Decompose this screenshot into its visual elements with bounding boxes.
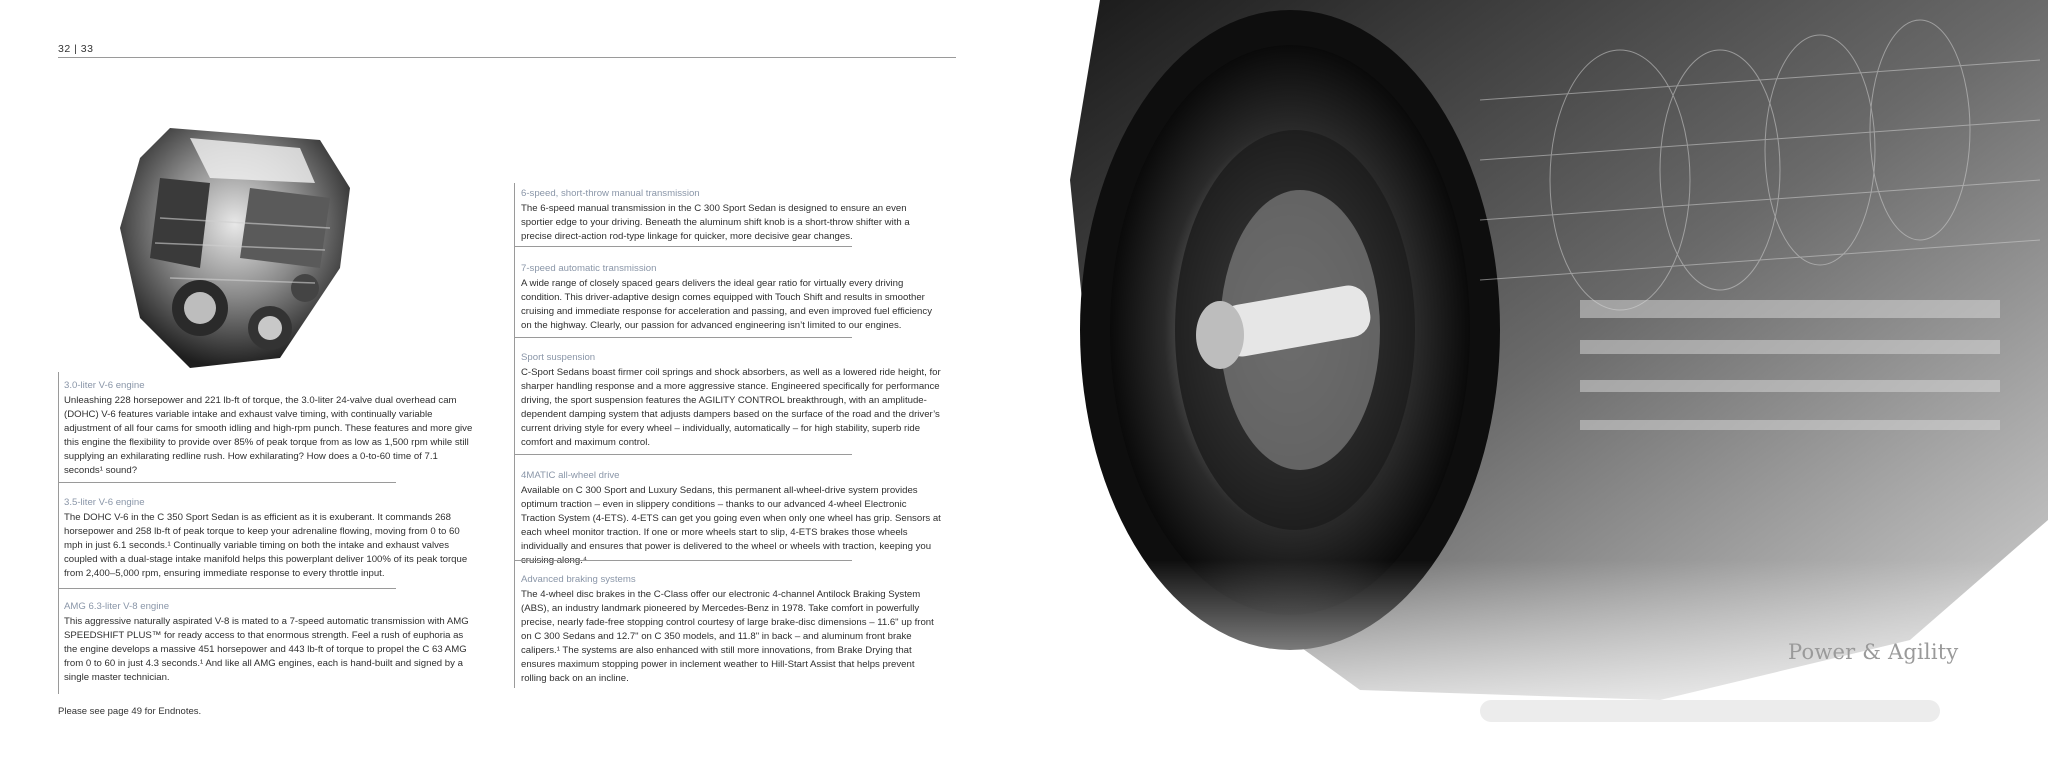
engine-image	[100, 118, 390, 380]
spec-section-4matic	[521, 469, 941, 568]
section-divider	[514, 337, 852, 338]
section-divider	[514, 454, 852, 455]
section-title: 7-speed automatic transmission	[521, 263, 657, 274]
section-title: 6-speed, short-throw manual transmission	[521, 188, 700, 199]
spec-section-automatic-transmission	[521, 262, 941, 333]
section-title: AMG 6.3-liter V-8 engine	[64, 601, 170, 612]
right-column-rule	[514, 183, 515, 688]
section-title: Advanced braking systems	[521, 574, 636, 585]
section-divider	[58, 482, 396, 483]
left-column-rule	[58, 372, 59, 694]
spec-section-braking	[521, 573, 941, 686]
section-title: Sport suspension	[521, 352, 596, 363]
spec-section-manual-transmission	[521, 187, 941, 244]
spec-section-amg-v8	[64, 600, 474, 685]
spec-section-3-5-v6	[64, 496, 474, 581]
header-rule	[58, 57, 956, 58]
section-body: The 4-wheel disc brakes in the C-Class offer our electronic 4-channel Antilock Braking System (ABS), an industry landmark pioneered by Mercedes-Benz in 1978. Take comfort in powerfully precise, nearly fade-free stopping control courtesy of large brake-disc dimensions – 11.6" up front on C 300 Sedans and 12.7" on C 350 models, and 11.8" in back – and aluminum front brake calipers.¹ The systems are also enhanced with still more innovations, from Brake Drying that ensures maximum stopping power in inclement weather to Hill-Start Assist that helps prevent rolling back on an incline.	[521, 589, 934, 684]
spec-section-3-0-v6	[64, 379, 474, 478]
section-divider	[58, 588, 396, 589]
endnote-reference: Please see page 49 for Endnotes.	[58, 706, 202, 717]
hero-headline: Power & Agility	[1788, 640, 1959, 664]
spec-section-sport-suspension	[521, 351, 941, 450]
section-body: Unleashing 228 horsepower and 221 lb-ft of torque, the 3.0-liter 24-valve dual overhead cam (DOHC) V-6 features variable intake and exhaust valve timing, with continually variable adjustment of all four cams for smooth idling and high-rpm punch. These features and more give this engine the flexibility to provide over 85% of peak torque from as low as 1,500 rpm while still supplying an exhilarating redline rush. How exhilarating? How does a 0-to-60 time of 7.1 seconds¹ sound?	[64, 395, 473, 476]
section-body: The 6-speed manual transmission in the C 300 Sport Sedan is designed to ensure an even sportier edge to your driving. Beneath the aluminum shift knob is a short-throw shifter with a precise direct-action rod-type linkage for quicker, more decisive gear changes.	[521, 203, 910, 242]
section-title: 3.5-liter V-6 engine	[64, 497, 145, 508]
section-body: A wide range of closely spaced gears delivers the ideal gear ratio for virtually every driving condition. This driver-adaptive design comes equipped with Touch Shift and results in smoother cruising and immediate response for acceleration and passing, and even improved fuel efficiency on the highway. Clearly, our passion for advanced engineering isn’t limited to our engines.	[521, 278, 932, 331]
section-body: C-Sport Sedans boast firmer coil springs and shock absorbers, as well as a lowered ride height, for sharper handling response and a more aggressive stance. Engineered specifically for performance driving, the sport suspension features the AGILITY CONTROL breakthrough, with an amplitude-dependent damping system that adjusts dampers based on the surface of the road and the driver’s current driving style for every wheel – individually, automatically – for high stability, superb ride comfort and maximum control.	[521, 367, 941, 448]
section-title: 4MATIC all-wheel drive	[521, 470, 620, 481]
section-body: The DOHC V-6 in the C 350 Sport Sedan is as efficient as it is exuberant. It commands 268 horsepower and 258 lb-ft of peak torque to keep your adrenaline flowing, moving from 0 to 60 mph in just 6.1 seconds.¹ Continually variable timing on both the intake and exhaust valves coupled with a dual-stage intake manifold helps this powerplant deliver 100% of its peak torque from 2,400–5,000 rpm, ensuring immediate response to every throttle input.	[64, 512, 468, 579]
section-body: Available on C 300 Sport and Luxury Sedans, this permanent all-wheel-drive system provides optimum traction – even in slippery conditions – thanks to our advanced 4-wheel Electronic Traction System (4-ETS). 4-ETS can get you going even when only one wheel has grip. Sensors at each wheel monitor traction. If one or more wheels start to slip, 4-ETS brakes those wheels individually and ensures that power is delivered to the wheel or wheels with traction, keeping you	[521, 485, 941, 552]
section-title: 3.0-liter V-6 engine	[64, 380, 145, 391]
section-divider	[514, 560, 852, 561]
section-body: This aggressive naturally aspirated V-8 is mated to a 7-speed automatic transmission with AMG SPEEDSHIFT PLUS™ for ready access to that enormous strength. Feel a rush of euphoria as the engine develops a massive 451 horsepower and 443 lb-ft of torque to propel the C 63 AMG from 0 to 60 in just 4.3 seconds.¹ And like all AMG engines, each is hand-built and signed by a single master technician.	[64, 616, 469, 683]
section-divider	[514, 246, 852, 247]
page-number: 32 | 33	[58, 43, 94, 55]
